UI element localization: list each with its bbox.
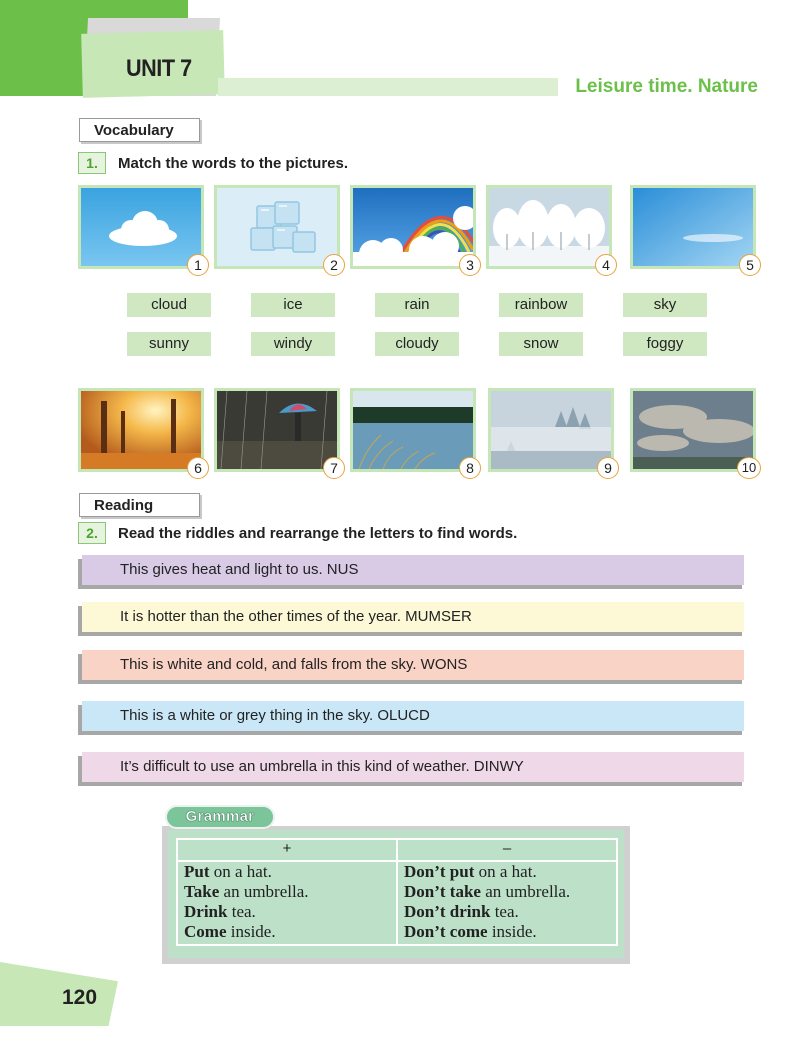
- picture-cloudy: [630, 388, 757, 475]
- picture-rain: [214, 388, 340, 476]
- picture-number: 4: [595, 254, 617, 276]
- picture-sunny: [78, 388, 204, 476]
- picture-number: 5: [739, 254, 761, 276]
- picture-number: 2: [323, 254, 345, 276]
- grammar-line: Take an umbrella.: [184, 882, 309, 901]
- vocabulary-section-label: Vocabulary: [79, 118, 200, 142]
- picture-cloud: [78, 185, 204, 273]
- riddle-text: This is a white or grey thing in the sky. OLUCD: [82, 701, 744, 731]
- task-instruction: Read the riddles and rearrange the letters to find words.: [118, 524, 518, 542]
- grammar-line: Don’t come inside.: [404, 922, 537, 941]
- grammar-line: Put on a hat.: [184, 862, 272, 881]
- reading-section-label: Reading: [79, 493, 200, 517]
- vocabulary-task: [78, 152, 348, 174]
- riddle-text: This is white and cold, and falls from the sky. WONS: [82, 650, 744, 680]
- picture-number: 7: [323, 457, 345, 479]
- ice-cubes-illustration: [217, 188, 337, 266]
- cloud-illustration: [81, 188, 201, 266]
- clear-sky-illustration: [633, 188, 753, 266]
- word-box: rainbow: [499, 293, 583, 317]
- picture-number: 1: [187, 254, 209, 276]
- header-bar: [218, 78, 558, 96]
- riddle-row: [78, 555, 744, 589]
- rainbow-illustration: [353, 188, 473, 266]
- rain-umbrella-illustration: [217, 391, 337, 469]
- picture-number: 8: [459, 457, 481, 479]
- picture-number: 3: [459, 254, 481, 276]
- task-number: 1.: [78, 152, 106, 174]
- riddle-row: [78, 602, 744, 636]
- cloudy-sky-illustration: [633, 391, 753, 469]
- grammar-col-negative: –: [397, 839, 617, 861]
- grammar-table: [176, 838, 618, 946]
- footer-tab: [0, 962, 118, 1026]
- unit-title: UNIT 7: [126, 55, 192, 82]
- riddle-text: It’s difficult to use an umbrella in this kind of weather. DINWY: [82, 752, 744, 782]
- task-instruction: Match the words to the pictures.: [118, 154, 349, 172]
- grammar-col-positive: +: [177, 839, 397, 861]
- word-box: sky: [623, 293, 707, 317]
- riddle-text: It is hotter than the other times of the year. MUMSER: [82, 602, 744, 632]
- sunny-autumn-forest-illustration: [81, 391, 201, 469]
- word-box: cloud: [127, 293, 211, 317]
- foggy-forest-illustration: [491, 391, 611, 469]
- grammar-line: Don’t put on a hat.: [404, 862, 537, 881]
- picture-rainbow: [350, 185, 476, 273]
- word-box: ice: [251, 293, 335, 317]
- picture-number: 6: [187, 457, 209, 479]
- picture-foggy: [488, 388, 614, 476]
- word-box: cloudy: [375, 332, 459, 356]
- unit-subtitle: Leisure time. Nature: [575, 76, 758, 97]
- snowy-trees-illustration: [489, 188, 609, 266]
- word-box: snow: [499, 332, 583, 356]
- grammar-negative-cell: [397, 861, 617, 945]
- riddle-row: [78, 752, 744, 786]
- grammar-line: Don’t drink tea.: [404, 902, 519, 921]
- picture-windy: [350, 388, 476, 476]
- word-box: rain: [375, 293, 459, 317]
- word-box: sunny: [127, 332, 211, 356]
- riddle-text: This gives heat and light to us. NUS: [82, 555, 744, 585]
- grammar-label: Grammar: [165, 805, 275, 829]
- reading-task: [78, 522, 517, 544]
- picture-number: 10: [737, 457, 761, 479]
- word-box: foggy: [623, 332, 707, 356]
- windy-lake-illustration: [353, 391, 473, 469]
- grammar-line: Come inside.: [184, 922, 276, 941]
- grammar-line: Drink tea.: [184, 902, 256, 921]
- riddle-row: [78, 650, 744, 684]
- grammar-line: Don’t take an umbrella.: [404, 882, 571, 901]
- task-number: 2.: [78, 522, 106, 544]
- picture-ice: [214, 185, 340, 273]
- riddle-row: [78, 701, 744, 735]
- page-number: 120: [62, 986, 98, 1009]
- word-box: windy: [251, 332, 335, 356]
- picture-number: 9: [597, 457, 619, 479]
- grammar-positive-cell: [177, 861, 397, 945]
- picture-sky: [630, 185, 756, 273]
- picture-snow: [486, 185, 612, 273]
